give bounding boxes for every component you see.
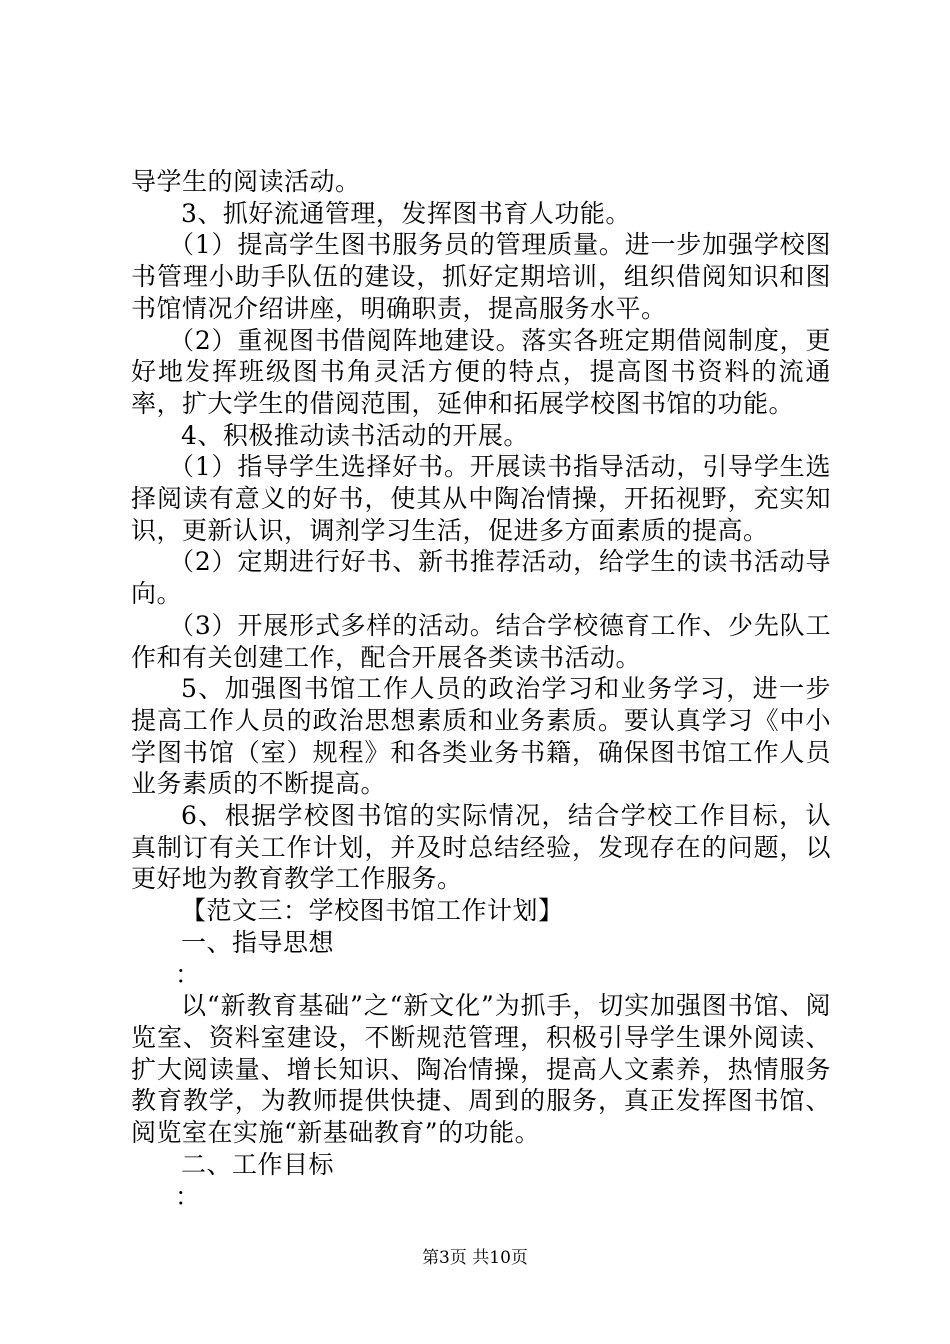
paragraph-continuation: 导学生的阅读活动。 xyxy=(131,167,361,196)
page-footer xyxy=(0,1243,950,1268)
paragraph-guiding-ideology: 以“新教育基础”之“新文化”为抓手，切实加强图书馆、阅览室、资料室建设，不断规范管理，积极引导学生课外阅读、扩大阅读量、增长知识、陶冶情操，提高人文素养，热情服务教育教学，为教师提供快捷、周到的服务，真正发挥图书馆、阅览室在实施“新基础教育”的功能。 xyxy=(131,991,831,1148)
heading-work-goals: 二、工作目标 xyxy=(181,1149,335,1179)
paragraph-item-4-heading: 4、积极推动读书活动的开展。 xyxy=(181,420,529,450)
paragraph-item-4-1: （1）指导学生选择好书。开展读书指导活动，引导学生选择阅读有意义的好书，使其从中陶冶情操，开拓视野，充实知识，更新认识，调剂学习生活，促进多方面素质的提高。 xyxy=(131,452,831,545)
colon-line-1: ： xyxy=(175,959,201,989)
heading-guiding-ideology: 一、指导思想 xyxy=(181,927,335,957)
paragraph-item-3-1: （1）提高学生图书服务员的管理质量。进一步加强学校图书管理小助手队伍的建设，抓好定期培训，组织借阅知识和图书馆情况介绍讲座，明确职责，提高服务水平。 xyxy=(131,230,831,323)
page-number-label: 第3页 共10页 xyxy=(422,1248,528,1268)
colon-line-2: ： xyxy=(175,1181,201,1211)
section-title-sample-three: 【范文三：学校图书馆工作计划】 xyxy=(181,896,564,926)
document-body xyxy=(131,166,831,1212)
paragraph-item-6: 6、根据学校图书馆的实际情况，结合学校工作目标，认真制订有关工作计划，并及时总结经验，发现存在的问题，以更好地为教育教学工作服务。 xyxy=(131,801,831,894)
paragraph-item-4-3: （3）开展形式多样的活动。结合学校德育工作、少先队工作和有关创建工作，配合开展各类读书活动。 xyxy=(131,610,831,672)
paragraph-item-4-2: （2）定期进行好书、新书推荐活动，给学生的读书活动导向。 xyxy=(131,547,831,609)
paragraph-item-3-2: （2）重视图书借阅阵地建设。落实各班定期借阅制度，更好地发挥班级图书角灵活方便的特点，提高图书资料的流通率，扩大学生的借阅范围，延伸和拓展学校图书馆的功能。 xyxy=(131,325,831,418)
paragraph-item-3-heading: 3、抓好流通管理，发挥图书育人功能。 xyxy=(181,198,631,228)
paragraph-item-5: 5、加强图书馆工作人员的政治学习和业务学习，进一步提高工作人员的政治思想素质和业务素质。要认真学习《中小学图书馆（室）规程》和各类业务书籍，确保图书馆工作人员业务素质的不断提高。 xyxy=(131,674,831,799)
